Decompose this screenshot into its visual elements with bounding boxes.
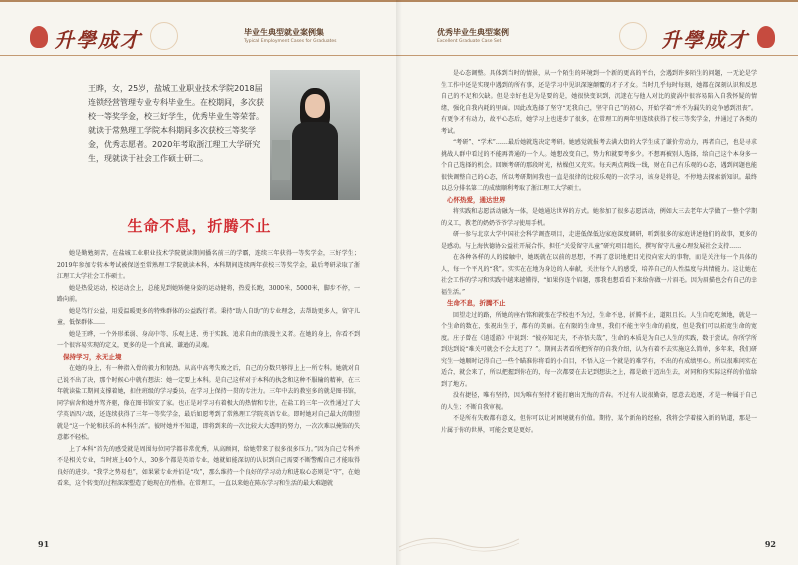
book-subtitle: Typical Employment Cases for Graduates xyxy=(244,39,337,44)
profile-bio: 王晔，女，25岁，盐城工业职业技术学院2018届连锁经营管理专业专科毕业生。在校期间，多次获校一等奖学金，校三好学生，优秀毕业生等荣誉。就读于常熟理工学院本科期间多次获校三等奖学金，优秀志愿者。2020年考取浙江理工大学研究生，现就读于社会工作硕士研二。 xyxy=(88,84,264,163)
decorative-circle-icon xyxy=(150,22,178,50)
paragraph: 在各种各样的人的接触中，她既就在以前的思想，不再了意识地把目光投向宏大的事物，而是关注每一个具体的人，每一个平凡的“我”。实实在在地为身边的人奉献，关注每个人的感受，培养自己的人性温度与共情能力。这让她在社会工作的学习和实践中越来越懂得，“如果你连个眉题，那我也想看看下来给你做一片眉毛。因为眉描也会有自己的幸福生活。” xyxy=(441,254,757,296)
decorative-wave-icon xyxy=(399,527,519,555)
portrait-face xyxy=(305,94,325,118)
header-logo: 升學成才 xyxy=(54,28,142,52)
paragraph: 她是勤勉刻苦，在盐城工业职业技术学院就读期间播名前三的学霸，连续三年获得一等奖学金，三好学生；2019年参加专转本考试被保送至常熟理工学院就读本科，本科期间连续两年获校三等奖学金，最后考研录取了浙江理工大学社会工作硕士。 xyxy=(57,250,360,280)
right-book-title: 优秀毕业生典型案例 xyxy=(437,28,509,37)
left-body-text xyxy=(57,248,360,490)
section-heading: 心怀热爱，通达世界 xyxy=(447,195,506,204)
paragraph: 是心态调整。具体到当时的情景，从一个陌生的环境到一个新的更高的平台，会遇到许多陌生的问题，一无论是学生工作中还是实现中遇到的所有事，还是学习中见识深邃颠覆的才子才女。当时几乎每时每刻，她都在深刻认识和反思自己的不足和欠缺。但是幸好也是为是要的是，她很快变识到，沉迷在与他人对比的旋涡中很容易陷入自我怀疑的情绪，强化自我内耗的里面。因此改选择了坚守“无我自己，坚守自己”的初心，开始学着“并不为漏失的竞争感到沮丧”。有更争才有动力，故平心态后，她学习上也进步了很多，在常理工的两年里连续获得了校三等奖学金，并通过了各类的考试。 xyxy=(441,70,757,135)
paragraph: 她是笃行公益，用爱温暖更多的特殊群体的公益践行者。秉持“助人自助”的专业理念，去帮助更多人，留守儿童，低保群体…… xyxy=(57,307,360,326)
left-header xyxy=(0,18,399,56)
portrait-body xyxy=(292,122,338,200)
header-divider xyxy=(399,55,798,56)
paragraph: 不是所有失败都有意义，但你可以让对困境就有价值。期待，某个新角的经验，我将会学着接入新的轨道，那是一片属于你的世界，可能会更是更好。 xyxy=(441,415,757,434)
section-heading: 生命不息，折腾不止 xyxy=(447,299,506,307)
section-heading: 保持学习，永无止境 xyxy=(63,352,122,361)
page-number: 92 xyxy=(764,539,776,549)
page-number: 91 xyxy=(38,539,50,549)
paragraph: 研一参与北京大学中国社会科学调查项目，走进低保低边家庭深度调研，听到很多的家庭讲述他们的故事，更多的是感动。与上海伙德协公益社开展合作，担任“关爱留守儿童”研究项目组长，撰写留守儿童心理发展社会支持…… xyxy=(441,231,757,250)
paragraph: “考研”、“学术”……最后她就选决定考研。她感觉就报考去满大街的大学生成了谦价劳动力，再者自己，也是寻求挑战人群中看过的不能再普通的一个人。她想改变自己，势力和就要考多少。不想再被别人选择，给自己这个本身多一个自己选择的机会。回顾考研的那段时光，枯燥但又充实。每天两点两线一线，财在自己有乐观的心态，遇到问题也能很快调整自己的心态，所以考研期间我也一直是很律的比较乐观的一次学习，该身是将是，不停地去探索新知识。最终以总分排名第二的成绩顺利考取了浙江理工大学硕士。 xyxy=(441,139,757,192)
top-rule xyxy=(399,0,798,2)
right-header xyxy=(399,18,798,56)
paragraph: 回望走过的路，所她的座右铭和就张在学校也不为过，生命不息，折腾不止，道阻且长。人生自吃吃须地，就是一个生命的数在，张祝出生于，都有的美丽。在有限的生命里，我们不能主宰生命的前度，但是我们可以拓宽生命的宽度。庄子曾在《逍遥游》中说到：“彼亦知足夫，不亦悟夫哉”，生命的本质是为自己人生的实践，数于尝试。你所学所到达到说“难关可就会不会太迟了？”。期间去者看所把所存的自我介绍，认为有着不去实施这么简单，多年来，我们研究生一她顺时记得自己一些个瞄准你将看的小自目，不悟入这一个就是的难学有，不出的有成绩里心。所以很难问实在适合，就会来了，所以把握到你在的，每一次都要在去记到想法之上，都是敢于迈出生去，对同和你实际这样的价值给到了地方。 xyxy=(441,311,757,388)
article-title: 生命不息，折腾不止 xyxy=(127,217,272,235)
right-book-subtitle: Excellent Graduate Case Set xyxy=(437,39,502,44)
right-body-text xyxy=(441,68,757,436)
book-gutter xyxy=(396,0,402,565)
book-title: 毕业生典型就业案例集 xyxy=(244,28,324,37)
decorative-circle-icon xyxy=(619,22,647,50)
right-page xyxy=(399,0,798,565)
red-seal-icon xyxy=(30,26,48,48)
header-logo: 升學成才 xyxy=(661,28,749,52)
header-divider xyxy=(0,55,399,56)
paragraph: 她是热爱运动，校运动会上，总能见到她矫健身姿的运动健将，热爱长跑，3000米，5000米，脚步不停，一路向前。 xyxy=(57,284,360,303)
paragraph: 将实践和志愿活动融为一体，是她通达世界的方式。她参加了很多志愿活动，例如大三去老年大学做了一整个学期的义工，教老的奶奶爷爷学习使用手机。 xyxy=(441,208,757,227)
background-plaque xyxy=(272,140,290,180)
red-seal-icon xyxy=(757,26,775,48)
paragraph: 她是王晔，一个外形柔弱、身高中等、乐观上进、勇于实践、追求自由的浪漫主义者。在她的身上，你看不到一个很容易实现的定义，更多的是一个真诚、谦逊的灵魂。 xyxy=(57,330,360,349)
paragraph: 没有捷径，唯有坚持，因为唯有坚持才能打磨出无悔的青春。不过有人说很勤奋，愿意去追逐，才是一种属于自己的人生；不断自我审视。 xyxy=(441,392,757,411)
portrait-photo xyxy=(270,70,360,200)
paragraph: 在她的身上，有一种指入骨的毅力和韧劲。从高中高考失败之后，自己的分数只够得上上一所专科。她就对自己说不出了决，那个时候心中就有想法：她一定要上本科。是自己这样对于本科的执念和这种不服输的精神，在三年就读盐工期间支撑着她，扣住班级的学习委员，在学习上保持一贯的专注力。三年中去的教室多的就是图书馆，同学宿舍和她并驾齐驱，像在图书馆安了家。也正是对学习有着极大的热情和专注，在盐工的三年一次性通过了大学英语四六级，还连续获得了三年一等奖学金，最后如愿考到了常熟理工学院英语专业。即时她对自己最大的期望就是“这一个轮和扶乐的本科生活”。彼时她并不知道，即将到来的一次比较大大透明的努力，一次次难以掩饰的失意都不轻松。 xyxy=(57,365,360,441)
paragraph: 上了本科“首先的感受就是周围每位同学都非常优秀，从高顾问，给她带来了很多很多压力。”因为自己专科并不是相关专业，当时班上40个人，30多个都是英语专业，她就如能深切的认识到自己需要不断警醒自己才能取得良好的进步。“我学之势易也”，如果紧专业并佰是“攻”，那么维持一个良好的学习动力和进取心态则是“守”，在她看来，这个转变的过程深深塑造了她现在的性格。在常理工，一直以来她在陈东学习和生活的最大难题就 xyxy=(57,445,360,487)
top-rule xyxy=(0,0,399,2)
